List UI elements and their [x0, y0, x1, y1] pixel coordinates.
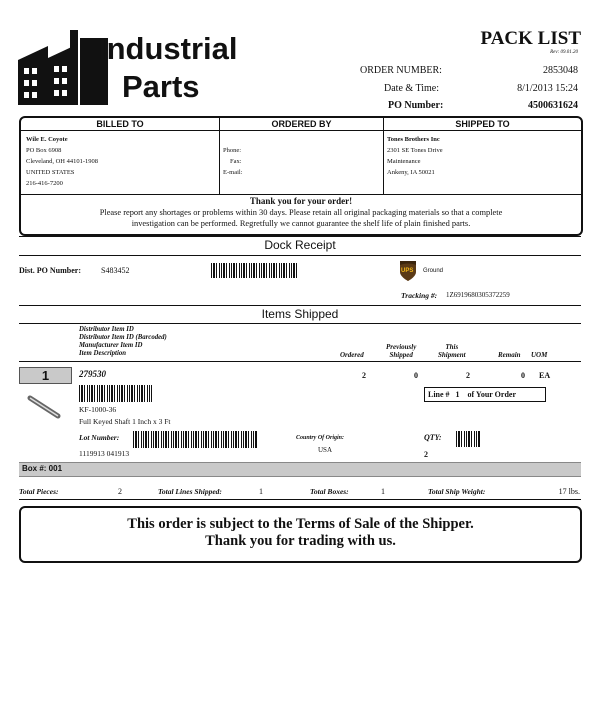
order-number: 2853048	[543, 65, 578, 76]
section-divider	[21, 194, 581, 195]
total-weight-label: Total Ship Weight:	[428, 487, 486, 496]
item-description: Full Keyed Shaft 1 Inch x 3 Ft	[79, 417, 171, 426]
ups-icon	[399, 260, 417, 287]
date-value: 8/1/2013 15:24	[517, 83, 578, 94]
po-value: 4500631624	[528, 100, 578, 111]
fax-label: Fax:	[230, 158, 242, 165]
notice-line1: Please report any shortages or problems within 30 days. Please retain all original packaging materials so that a complete	[99, 208, 503, 217]
qty-previously-shipped: 0	[414, 371, 418, 380]
shipped-to-address	[387, 134, 443, 178]
billed-to-line: 216-416-7200	[26, 180, 63, 187]
tracking-number: 1Z6919680305372259	[446, 291, 510, 299]
item-id: 279530	[79, 369, 106, 379]
shipped-to-line: 2301 SE Tones Drive	[387, 147, 443, 154]
lot-number: 1119913 041913	[79, 449, 130, 458]
box-number: Box #: 001	[22, 464, 63, 473]
line-of-order-text: Line # 1 of Your Order	[428, 390, 516, 399]
phone-label: Phone:	[223, 147, 242, 154]
qty-remain: 0	[521, 371, 525, 380]
billed-to-line: Cleveland, OH 44101-1908	[26, 158, 99, 165]
total-boxes-label: Total Boxes:	[310, 487, 349, 496]
col-this-line1: This	[445, 343, 459, 351]
company-logo	[18, 30, 288, 105]
qty-ordered: 2	[362, 371, 366, 380]
ups-logo-text: UPS	[401, 268, 414, 274]
unit-of-measure: EA	[539, 371, 551, 380]
col-prev-line2: Shipped	[389, 351, 413, 359]
terms-box	[19, 506, 582, 563]
shipped-to-name: Tones Brothers Inc	[387, 136, 440, 143]
col-dist-item-barcoded: Distributor Item ID (Barcoded)	[79, 334, 167, 341]
lot-barcode	[133, 431, 258, 448]
dist-po-label: Dist. PO Number:	[19, 266, 81, 275]
column-header-this-shipment	[438, 343, 466, 359]
total-pieces-label: Total Pieces:	[19, 487, 59, 496]
total-weight: 17 lbs.	[558, 487, 580, 496]
totals-rule	[19, 499, 581, 500]
shipped-to-heading: SHIPPED TO	[455, 119, 510, 129]
column-divider	[383, 118, 384, 194]
col-item-description: Item Description	[79, 350, 127, 357]
total-lines-label: Total Lines Shipped:	[158, 487, 222, 496]
shipped-to-line: Maintenance	[387, 158, 421, 165]
total-pieces: 2	[118, 487, 122, 496]
country-of-origin-label: Country Of Origin:	[296, 435, 345, 441]
revision-label: Rev: 09.01.20	[550, 50, 578, 55]
column-header-uom: UOM	[531, 351, 548, 359]
billed-to-line: PO Box 6908	[26, 147, 62, 154]
total-boxes: 1	[381, 487, 385, 496]
lot-number-label: Lot Number:	[79, 433, 120, 442]
ordered-by-heading: ORDERED BY	[271, 119, 332, 129]
ordered-by-contact	[223, 145, 243, 178]
billed-to-name: Wile E. Coyote	[26, 136, 68, 143]
billed-to-line: UNITED STATES	[26, 169, 75, 176]
order-number-label: ORDER NUMBER:	[360, 65, 442, 76]
logo-line2: Parts	[122, 69, 200, 104]
column-header-remain: Remain	[498, 351, 521, 359]
address-box	[19, 116, 583, 236]
col-dist-item-id: Distributor Item ID	[79, 326, 134, 333]
heading-underline	[21, 130, 581, 131]
notice-line2: investigation can be performed. Regretfully we cannot guarantee the shelf life of plain finished parts.	[131, 219, 471, 228]
dist-po-barcode	[211, 263, 297, 278]
page-title: PACK LIST	[480, 28, 581, 49]
qty-this-shipment: 2	[466, 371, 470, 380]
date-label: Date & Time:	[384, 83, 440, 94]
column-header-previously-shipped	[386, 343, 416, 359]
line-number: 1	[41, 368, 50, 383]
line-number-badge	[19, 367, 72, 384]
item-barcode	[79, 385, 152, 402]
qty-value: 2	[424, 450, 428, 459]
keyed-shaft-icon	[26, 395, 62, 419]
country-of-origin: USA	[318, 446, 333, 454]
items-shipped-title: Items Shipped	[261, 307, 339, 321]
column-header-description	[79, 326, 167, 358]
logo-line1: Industrial	[98, 31, 238, 66]
po-label: PO Number:	[388, 100, 444, 111]
thank-you-text: Thank you for your order!	[249, 196, 353, 206]
qty-barcode	[456, 431, 480, 447]
factory-icon	[18, 30, 108, 105]
billed-to-address	[26, 134, 98, 189]
email-label: E-mail:	[223, 169, 243, 176]
shipped-to-line: Ankeny, IA 50021	[387, 169, 435, 176]
dock-receipt-header	[19, 236, 581, 256]
dist-po-value: S483452	[101, 266, 130, 275]
column-header-rule	[19, 361, 581, 362]
shipping-service: Ground	[423, 268, 444, 274]
manufacturer-item-id: KF-1000-36	[79, 405, 117, 414]
line-of-order-box	[424, 387, 546, 402]
billed-to-heading: BILLED TO	[96, 119, 144, 129]
dock-receipt-title: Dock Receipt	[264, 238, 336, 252]
col-prev-line1: Previously	[386, 343, 417, 351]
column-divider	[219, 118, 220, 194]
col-mfr-item-id: Manufacturer Item ID	[79, 342, 143, 349]
terms-line1: This order is subject to the Terms of Sale of the Shipper.	[127, 516, 474, 532]
column-header-ordered: Ordered	[340, 351, 364, 359]
qty-label: QTY:	[424, 433, 442, 442]
total-lines: 1	[259, 487, 263, 496]
tracking-label: Tracking #:	[401, 291, 438, 300]
col-this-line2: Shipment	[438, 351, 466, 359]
items-shipped-header	[19, 305, 581, 324]
terms-line2: Thank you for trading with us.	[205, 533, 396, 549]
box-bar	[19, 462, 581, 477]
